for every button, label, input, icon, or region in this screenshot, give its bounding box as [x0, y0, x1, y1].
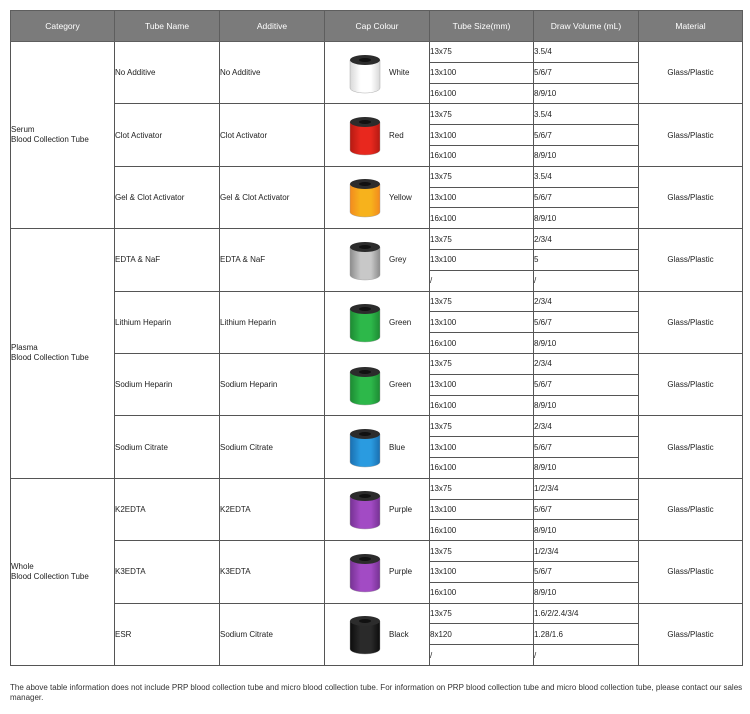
draw-volume-cell: 5/6/7 [534, 187, 639, 208]
draw-volume-cell: 5/6/7 [534, 499, 639, 520]
tube-size-cell: 8x120 [430, 624, 534, 645]
category-label: Plasma [11, 343, 38, 353]
additive-cell: K3EDTA [220, 541, 325, 603]
tube-size-cell: 13x100 [430, 62, 534, 83]
cap-colour-wrap [325, 551, 429, 593]
tube-size-cell: 13x75 [430, 416, 534, 437]
table-row [11, 291, 743, 312]
cap-colour-label: Yellow [389, 192, 412, 202]
draw-volume-cell: 5/6/7 [534, 437, 639, 458]
cap-colour-cell [325, 42, 430, 104]
category-sublabel: Blood Collection Tube [11, 353, 89, 363]
tube-cap-icon [347, 114, 383, 156]
tube-name-cell: No Additive [115, 42, 220, 104]
tube-size-cell: 13x100 [430, 374, 534, 395]
draw-volume-cell: / [534, 270, 639, 291]
tube-size-cell: 13x100 [430, 312, 534, 333]
tube-size-cell: 16x100 [430, 457, 534, 478]
tube-name-cell: Clot Activator [115, 104, 220, 166]
category-cell [11, 229, 115, 479]
material-cell: Glass/Plastic [639, 353, 743, 415]
table-row [11, 416, 743, 437]
cap-colour-label: Blue [389, 442, 406, 452]
draw-volume-cell: 5 [534, 249, 639, 270]
draw-volume-cell: 8/9/10 [534, 145, 639, 166]
cap-colour-cell [325, 166, 430, 228]
tube-size-cell: 16x100 [430, 395, 534, 416]
cap-colour-label: Black [389, 629, 409, 639]
table-row [11, 229, 743, 250]
category-sublabel: Blood Collection Tube [11, 135, 89, 145]
tube-name-cell: ESR [115, 603, 220, 665]
tube-name-cell: K2EDTA [115, 478, 220, 540]
category-cell [11, 42, 115, 229]
cap-colour-cell [325, 229, 430, 291]
draw-volume-cell: 2/3/4 [534, 353, 639, 374]
table-row [11, 603, 743, 624]
draw-volume-cell: 5/6/7 [534, 561, 639, 582]
tube-size-cell: 16x100 [430, 520, 534, 541]
cap-colour-label: Grey [389, 255, 407, 265]
cap-colour-label: White [389, 68, 410, 78]
tube-name-cell: Gel & Clot Activator [115, 166, 220, 228]
cap-colour-label: Purple [389, 567, 413, 577]
additive-cell: Gel & Clot Activator [220, 166, 325, 228]
tube-cap-icon [347, 613, 383, 655]
additive-cell: K2EDTA [220, 478, 325, 540]
additive-cell: Lithium Heparin [220, 291, 325, 353]
tube-cap-icon [347, 364, 383, 406]
tube-size-cell: 13x100 [430, 561, 534, 582]
tube-name-cell: K3EDTA [115, 541, 220, 603]
material-cell: Glass/Plastic [639, 42, 743, 104]
cap-colour-label: Green [389, 380, 412, 390]
draw-volume-cell: 8/9/10 [534, 520, 639, 541]
tube-size-cell: 13x75 [430, 104, 534, 125]
cap-colour-wrap [325, 239, 429, 281]
draw-volume-cell: 2/3/4 [534, 229, 639, 250]
draw-volume-cell: 5/6/7 [534, 312, 639, 333]
table-row [11, 166, 743, 187]
draw-volume-cell: 8/9/10 [534, 333, 639, 354]
draw-volume-cell: 5/6/7 [534, 125, 639, 146]
cap-colour-cell [325, 603, 430, 665]
tube-name-cell: Sodium Heparin [115, 353, 220, 415]
header-row [11, 11, 743, 42]
tube-size-cell: / [430, 645, 534, 666]
material-cell: Glass/Plastic [639, 229, 743, 291]
header-tube-name: Tube Name [115, 11, 220, 42]
category-label: Whole [11, 561, 34, 571]
tube-size-cell: 13x100 [430, 125, 534, 146]
tube-size-cell: 16x100 [430, 83, 534, 104]
additive-cell: Sodium Citrate [220, 416, 325, 478]
tube-cap-icon [347, 301, 383, 343]
draw-volume-cell: / [534, 645, 639, 666]
cap-colour-wrap [325, 301, 429, 343]
tube-size-cell: 16x100 [430, 208, 534, 229]
table-row [11, 478, 743, 499]
header-tube-size: Tube Size(mm) [430, 11, 534, 42]
tube-size-cell: 13x100 [430, 499, 534, 520]
tube-size-cell: 13x75 [430, 291, 534, 312]
header-material: Material [639, 11, 743, 42]
tube-name-cell: EDTA & NaF [115, 229, 220, 291]
table-row [11, 104, 743, 125]
tube-size-cell: 13x100 [430, 437, 534, 458]
draw-volume-cell: 5/6/7 [534, 374, 639, 395]
tube-size-cell: 13x100 [430, 249, 534, 270]
draw-volume-cell: 2/3/4 [534, 291, 639, 312]
tube-size-cell: 13x75 [430, 478, 534, 499]
draw-volume-cell: 3.5/4 [534, 42, 639, 63]
cap-colour-wrap [325, 176, 429, 218]
cap-colour-wrap [325, 426, 429, 468]
additive-cell: Sodium Citrate [220, 603, 325, 665]
tube-size-cell: 13x75 [430, 541, 534, 562]
tube-size-cell: 13x100 [430, 187, 534, 208]
cap-colour-cell [325, 416, 430, 478]
draw-volume-cell: 5/6/7 [534, 62, 639, 83]
tube-cap-icon [347, 176, 383, 218]
cap-colour-wrap [325, 114, 429, 156]
table-row [11, 42, 743, 63]
tube-size-cell: 13x75 [430, 603, 534, 624]
category-sublabel: Blood Collection Tube [11, 571, 89, 581]
draw-volume-cell: 8/9/10 [534, 582, 639, 603]
cap-colour-cell [325, 541, 430, 603]
tube-cap-icon [347, 239, 383, 281]
tube-name-cell: Sodium Citrate [115, 416, 220, 478]
tube-cap-icon [347, 488, 383, 530]
tube-size-cell: 13x75 [430, 42, 534, 63]
cap-colour-cell [325, 353, 430, 415]
cap-colour-wrap [325, 52, 429, 94]
header-cap-colour: Cap Colour [325, 11, 430, 42]
material-cell: Glass/Plastic [639, 166, 743, 228]
additive-cell: Sodium Heparin [220, 353, 325, 415]
draw-volume-cell: 3.5/4 [534, 166, 639, 187]
cap-colour-label: Red [389, 130, 404, 140]
draw-volume-cell: 1/2/3/4 [534, 541, 639, 562]
draw-volume-cell: 8/9/10 [534, 395, 639, 416]
table-row [11, 541, 743, 562]
header-additive: Additive [220, 11, 325, 42]
material-cell: Glass/Plastic [639, 104, 743, 166]
material-cell: Glass/Plastic [639, 416, 743, 478]
material-cell: Glass/Plastic [639, 291, 743, 353]
additive-cell: EDTA & NaF [220, 229, 325, 291]
tube-cap-icon [347, 426, 383, 468]
draw-volume-cell: 1/2/3/4 [534, 478, 639, 499]
cap-colour-cell [325, 478, 430, 540]
tube-spec-table [10, 10, 743, 666]
table-body [11, 42, 743, 666]
cap-colour-label: Green [389, 317, 412, 327]
tube-name-cell: Lithium Heparin [115, 291, 220, 353]
tube-size-cell: 16x100 [430, 582, 534, 603]
additive-cell: Clot Activator [220, 104, 325, 166]
cap-colour-cell [325, 104, 430, 166]
material-cell: Glass/Plastic [639, 478, 743, 540]
draw-volume-cell: 8/9/10 [534, 208, 639, 229]
draw-volume-cell: 1.6/2/2.4/3/4 [534, 603, 639, 624]
tube-size-cell: 13x75 [430, 229, 534, 250]
material-cell: Glass/Plastic [639, 603, 743, 665]
category-cell [11, 478, 115, 665]
tube-size-cell: 13x75 [430, 166, 534, 187]
tube-size-cell: / [430, 270, 534, 291]
cap-colour-label: Purple [389, 504, 413, 514]
draw-volume-cell: 3.5/4 [534, 104, 639, 125]
draw-volume-cell: 8/9/10 [534, 457, 639, 478]
cap-colour-wrap [325, 613, 429, 655]
table-row [11, 353, 743, 374]
material-cell: Glass/Plastic [639, 541, 743, 603]
tube-size-cell: 16x100 [430, 333, 534, 354]
header-category: Category [11, 11, 115, 42]
tube-size-cell: 13x75 [430, 353, 534, 374]
cap-colour-wrap [325, 488, 429, 530]
tube-cap-icon [347, 551, 383, 593]
header-draw-volume: Draw Volume (mL) [534, 11, 639, 42]
footnote: The above table information does not include PRP blood collection tube and micro blood collection tube. For information on PRP blood collection tube and micro blood collection tube, please contact our sales manager. [10, 683, 743, 702]
tube-size-cell: 16x100 [430, 145, 534, 166]
draw-volume-cell: 1.28/1.6 [534, 624, 639, 645]
category-label: Serum [11, 125, 35, 135]
draw-volume-cell: 8/9/10 [534, 83, 639, 104]
cap-colour-wrap [325, 364, 429, 406]
additive-cell: No Additive [220, 42, 325, 104]
tube-cap-icon [347, 52, 383, 94]
cap-colour-cell [325, 291, 430, 353]
draw-volume-cell: 2/3/4 [534, 416, 639, 437]
